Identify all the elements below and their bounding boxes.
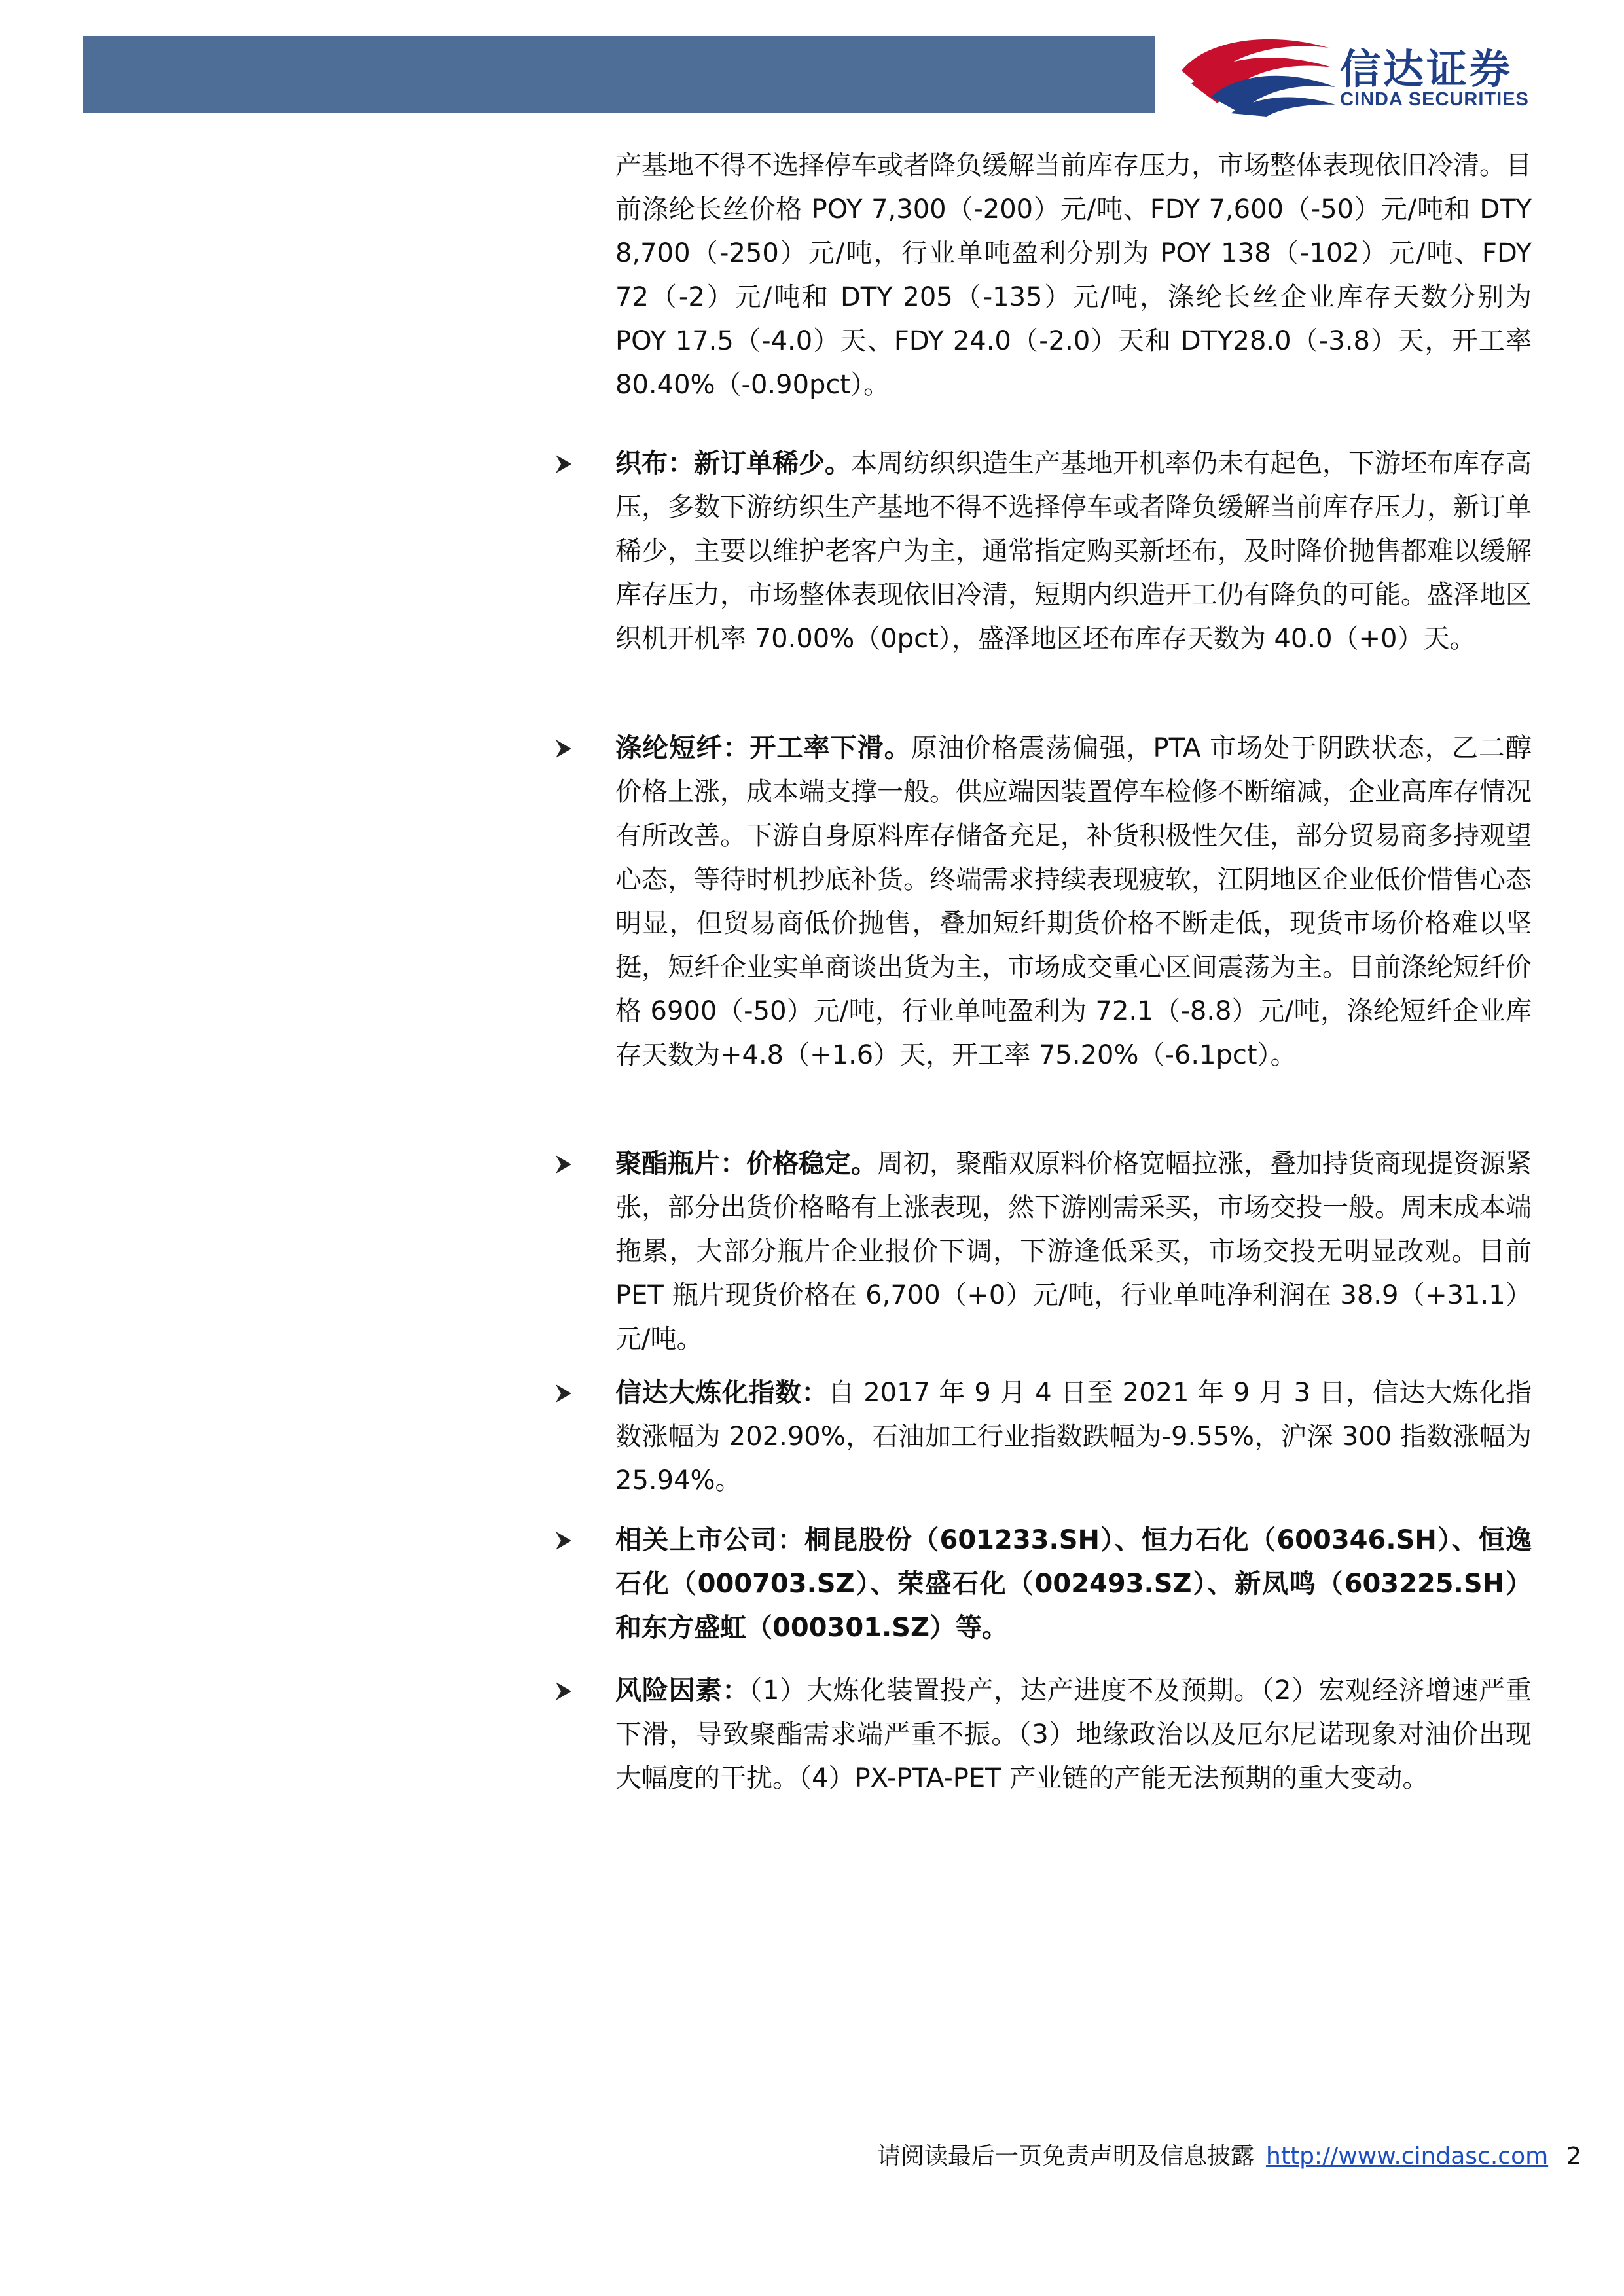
arrow-bullet-icon [553,1371,579,1404]
page-number: 2 [1566,2143,1582,2170]
arrow-bullet-icon [553,442,579,475]
intro-paragraph-block [615,144,1532,407]
arrow-bullet-icon [553,726,579,759]
logo-emblem-icon [1175,31,1339,117]
arrow-bullet-icon [553,1518,579,1551]
bullet-lead: 风险因素： [615,1676,749,1706]
bullet-text: （1）大炼化装置投产，达产进度不及预期。（2）宏观经济增速严重下滑，导致聚酯需求端严重不振。（3）地缘政治以及厄尔尼诺现象对油价出现大幅度的干扰。（4）PX-PTA-PET 产业链的产能无法预期的重大变动。 [615,1676,1532,1793]
page-footer [877,2140,1597,2173]
footer-disclaimer: 请阅读最后一页免责声明及信息披露 [877,2143,1255,2170]
footer-website-link[interactable]: http://www.cindasc.com [1266,2143,1549,2170]
arrow-bullet-icon [553,1142,579,1175]
bullet-risk-factors [615,1669,1532,1801]
intro-paragraph: 产基地不得不选择停车或者降负缓解当前库存压力，市场整体表现依旧冷清。目前涤纶长丝价格 POY 7,300（-200）元/吨、FDY 7,600（-50）元/吨和 DTY 8,700（-250）元/吨，行业单吨盈利分别为 POY 138（-102）元/吨、FDY 72（-2）元/吨和 DTY 205（-135）元/吨，涤纶长丝企业库存天数分别为 POY 17.5（-4.0）天、FDY 24.0（-2.0）天和 DTY28.0（-3.8）天，开工率 80.40%（-0.90pct）。 [615,151,1532,400]
arrow-bullet-icon [553,1669,579,1702]
bullet-cinda-index [615,1371,1532,1503]
bullet-pet-chip [615,1142,1532,1361]
bullet-staple-fiber [615,726,1532,1077]
bullet-lead: 织布：新订单稀少。 [615,448,851,478]
logo-chinese-name: 信达证券 [1340,45,1513,93]
bullet-text: 原油价格震荡偏强，PTA 市场处于阴跌状态，乙二醇价格上涨，成本端支撑一般。供应端因装置停车检修不断缩减，企业高库存情况有所改善。下游自身原料库存储备充足，补货积极性欠佳，部分贸易商多持观望心态，等待时机抄底补货。终端需求持续表现疲软，江阴地区企业低价惜售心态明显，但贸易商低价抛售，叠加短纤期货价格不断走低，现货市场价格难以坚挺，短纤企业实单商谈出货为主，市场成交重心区间震荡为主。目前涤纶短纤价格 6900（-50）元/吨，行业单吨盈利为 72.1（-8.8）元/吨，涤纶短纤企业库存天数为+4.8（+1.6）天，开工率 75.20%（-6.1pct）。 [615,733,1532,1070]
bullet-text: 本周纺织织造生产基地开机率仍未有起色，下游坯布库存高压，多数下游纺织生产基地不得不选择停车或者降负缓解当前库存压力，新订单稀少，主要以维护老客户为主，通常指定购买新坯布，及时降价抛售都难以缓解库存压力，市场整体表现依旧冷清，短期内织造开工仍有降负的可能。盛泽地区织机开机率 70.00%（0pct），盛泽地区坯布库存天数为 40.0（+0）天。 [615,448,1532,654]
bullet-weaving [615,442,1532,661]
header-bar [83,36,1155,113]
bullet-text: 周初，聚酯双原料价格宽幅拉涨，叠加持货商现提资源紧张，部分出货价格略有上涨表现，然下游刚需采买，市场交投一般。周末成本端拖累，大部分瓶片企业报价下调，下游逢低采买，市场交投无明显改观。目前 PET 瓶片现货价格在 6,700（+0）元/吨，行业单吨净利润在 38.9（+31.1）元/吨。 [615,1149,1532,1354]
bullet-text: 自 2017 年 9 月 4 日至 2021 年 9 月 3 日，信达大炼化指数涨幅为 202.90%，石油加工行业指数跌幅为-9.55%，沪深 300 指数涨幅为 25.94%。 [615,1378,1532,1496]
bullet-listed-companies [615,1518,1532,1650]
bullet-lead: 涤纶短纤：开工率下滑。 [615,733,911,763]
bullet-lead: 信达大炼化指数： [615,1378,829,1408]
company-logo [1175,31,1568,117]
bullet-lead: 聚酯瓶片：价格稳定。 [615,1149,877,1179]
logo-english-name: CINDA SECURITIES [1340,89,1529,110]
bullet-lead: 相关上市公司：桐昆股份（601233.SH）、恒力石化（600346.SH）、恒逸石化（000703.SZ）、荣盛石化（002493.SZ）、新凤鸣（603225.SH）和东方盛虹（000301.SZ）等。 [615,1525,1532,1643]
